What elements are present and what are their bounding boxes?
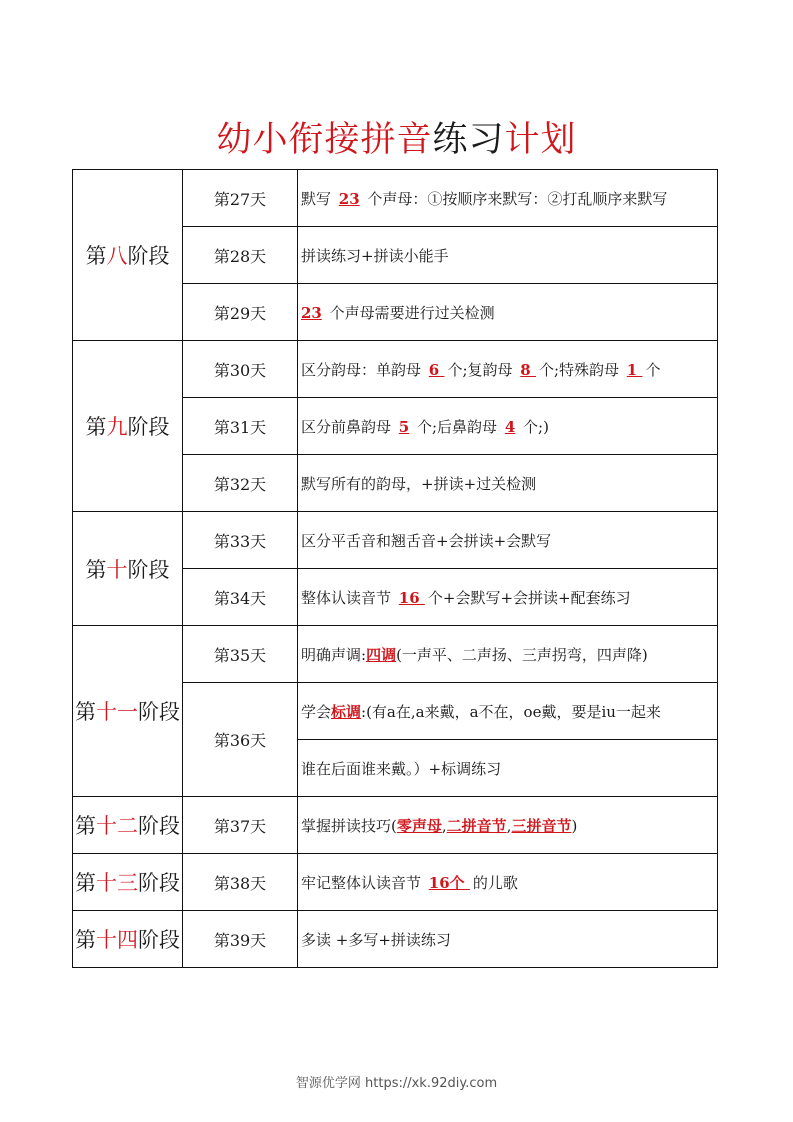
- task-cell: [298, 170, 718, 227]
- stage-suffix: 阶段: [127, 244, 170, 268]
- stage-number: 九: [106, 415, 128, 439]
- table-row: [73, 170, 718, 227]
- stage-prefix: 第: [85, 415, 107, 439]
- day-cell: 第28天: [183, 227, 298, 284]
- task-text: ): [571, 816, 578, 835]
- table-row: [73, 797, 718, 854]
- stage-prefix: 第: [75, 928, 96, 952]
- highlight-number: 4: [504, 417, 516, 436]
- task-text: ,: [441, 816, 447, 835]
- highlight-word: 三拼音节: [511, 816, 572, 835]
- stage-cell: [73, 341, 183, 512]
- page-title: [0, 112, 793, 162]
- day-cell: 第31天: [183, 398, 298, 455]
- day-cell: 第35天: [183, 626, 298, 683]
- stage-number: 十: [106, 557, 128, 582]
- task-text: 个声母：①按顺序来默写：②打乱顺序来默写: [362, 189, 668, 208]
- stage-prefix: 第: [75, 700, 96, 724]
- task-text: 默写: [301, 189, 336, 208]
- stage-prefix: 第: [85, 244, 107, 268]
- highlight-word: 二拼音节: [446, 816, 507, 835]
- task-text: 个+会默写+会拼读+配套练习: [427, 588, 631, 607]
- stage-cell: [73, 911, 183, 968]
- stage-suffix: 阶段: [138, 871, 180, 895]
- task-text: 个: [645, 360, 661, 379]
- day-cell: 第39天: [183, 911, 298, 968]
- table-row: [73, 341, 718, 398]
- task-text: 区分平舌音和翘舌音+会拼读+会默写: [301, 531, 552, 550]
- day-cell: 第37天: [183, 797, 298, 854]
- task-text: 默写所有的韵母，+拼读+过关检测: [301, 474, 537, 493]
- task-text: 整体认读音节: [301, 588, 396, 607]
- task-text: 谁在后面谁来戴。）+标调练习: [301, 759, 502, 778]
- plan-table: [72, 169, 718, 968]
- stage-prefix: 第: [75, 814, 96, 838]
- task-cell: [298, 683, 718, 740]
- table-row: [73, 626, 718, 683]
- stage-suffix: 阶段: [138, 700, 180, 724]
- highlight-number: 23: [338, 189, 360, 208]
- day-cell: 第29天: [183, 284, 298, 341]
- task-text: 区分前鼻韵母: [301, 417, 396, 436]
- task-text: ,: [506, 816, 512, 835]
- highlight-number: 16: [398, 588, 425, 607]
- day-cell: 第27天: [183, 170, 298, 227]
- task-cell: [298, 398, 718, 455]
- task-text: 明确声调:: [301, 645, 367, 664]
- task-cell: [298, 626, 718, 683]
- highlight-number: 23: [301, 303, 322, 322]
- stage-suffix: 阶段: [138, 814, 180, 838]
- title-part-3: 计划: [504, 120, 577, 160]
- task-cell: [298, 911, 718, 968]
- task-text: 牢记整体认读音节: [301, 873, 426, 892]
- day-cell: 第33天: [183, 512, 298, 569]
- highlight-word: 零声母: [396, 816, 442, 835]
- highlight-number: 1: [626, 360, 643, 379]
- stage-number: 十一: [96, 700, 138, 724]
- stage-number: 八: [106, 244, 128, 268]
- highlight-number: 8: [520, 360, 536, 379]
- day-cell: 第32天: [183, 455, 298, 512]
- task-cell: [298, 854, 718, 911]
- task-cell: [298, 341, 718, 398]
- task-cell: [298, 227, 718, 284]
- day-cell: 第38天: [183, 854, 298, 911]
- task-text: 个;复韵母: [447, 360, 518, 379]
- stage-cell: [73, 512, 183, 626]
- stage-number: 十三: [96, 871, 138, 895]
- task-text: 个;): [518, 417, 549, 436]
- task-cell: [298, 284, 718, 341]
- title-part-1: 幼小衔接拼音: [216, 120, 433, 160]
- task-cell: [298, 569, 718, 626]
- stage-suffix: 阶段: [127, 415, 170, 439]
- stage-prefix: 第: [85, 557, 107, 582]
- task-cell: [298, 740, 718, 797]
- table-row: [73, 512, 718, 569]
- stage-suffix: 阶段: [138, 928, 180, 952]
- task-cell: [298, 512, 718, 569]
- highlight-number: 5: [398, 417, 410, 436]
- task-text: 拼读练习+拼读小能手: [301, 246, 449, 265]
- footer-watermark: 智源优学网 https://xk.92diy.com: [295, 1076, 498, 1091]
- task-text: 区分韵母：单韵母: [301, 360, 426, 379]
- task-text: 学会: [301, 702, 332, 721]
- task-text: 多读 +多写+拼读练习: [301, 930, 451, 949]
- stage-cell: [73, 797, 183, 854]
- task-text: 个;后鼻韵母: [412, 417, 502, 436]
- highlight-word: 四调: [366, 645, 397, 664]
- highlight-number: 16个: [428, 873, 470, 892]
- day-cell: 第30天: [183, 341, 298, 398]
- stage-prefix: 第: [75, 871, 96, 895]
- stage-number: 十四: [96, 928, 138, 952]
- day-cell: 第34天: [183, 569, 298, 626]
- highlight-number: 6: [428, 360, 445, 379]
- task-text: 的儿歌: [472, 873, 518, 892]
- task-text: 个;特殊韵母: [538, 360, 624, 379]
- stage-cell: [73, 626, 183, 797]
- stage-number: 十二: [96, 814, 138, 838]
- task-text: 个声母需要进行过关检测: [324, 303, 495, 322]
- task-cell: [298, 797, 718, 854]
- stage-cell: [73, 170, 183, 341]
- stage-cell: [73, 854, 183, 911]
- title-part-2: 练习: [432, 120, 505, 160]
- table-row: [73, 911, 718, 968]
- table-row: [73, 854, 718, 911]
- task-text: (一声平、二声扬、三声拐弯，四声降): [396, 645, 648, 664]
- task-text: :(有a在,a来戴，a不在，oe戴，要是iu一起来: [361, 702, 661, 721]
- highlight-word: 标调: [331, 702, 362, 721]
- task-text: 掌握拼读技巧(: [301, 816, 397, 835]
- day-cell: 第36天: [183, 683, 298, 797]
- task-cell: [298, 455, 718, 512]
- stage-suffix: 阶段: [127, 557, 170, 582]
